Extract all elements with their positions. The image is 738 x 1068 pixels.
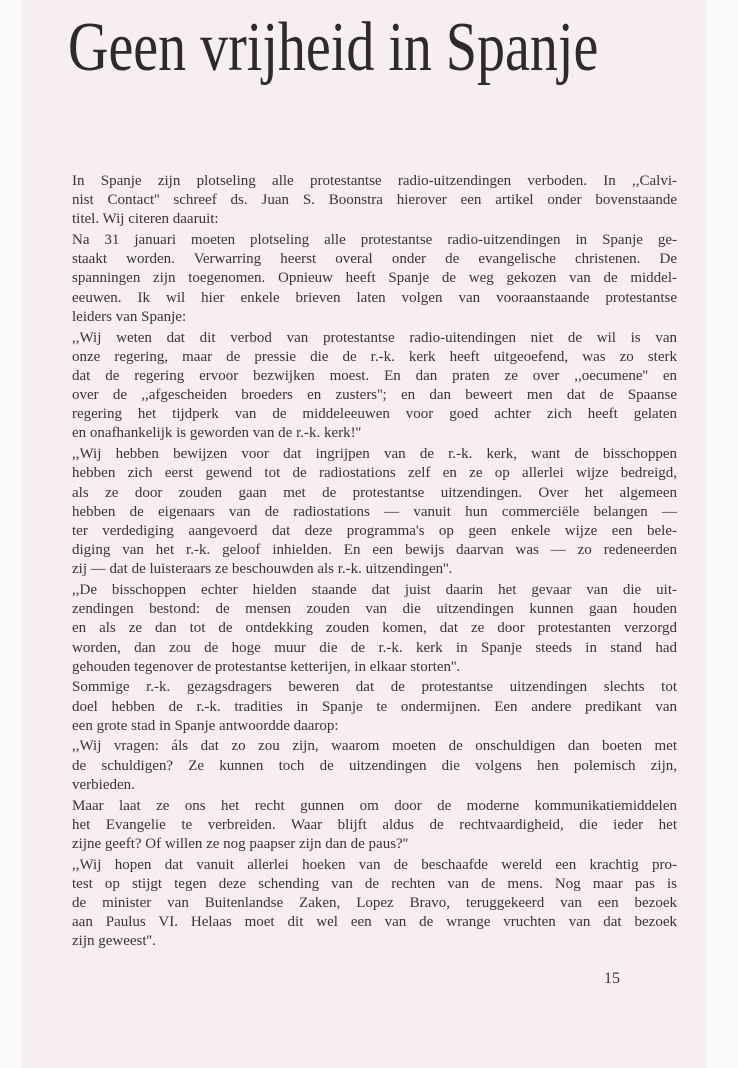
text-line: ,,De bisschoppen echter hielden staande dat juist daarin het gevaar van die uit- [72, 581, 677, 598]
text-line: doel hebben de r.-k. tradities in Spanje te ondermijnen. Een andere predikant van [72, 698, 677, 715]
paragraph [72, 329, 677, 444]
text-line: diging van het r.-k. geloof inhielden. En een bewijs daarvan was — zo redeneerden [72, 542, 677, 559]
paragraph [72, 797, 677, 855]
text-line: ,,Wij vragen: áls dat zo zou zijn, waarom moeten de onschuldigen dan boeten met [72, 738, 677, 755]
text-line: ,,Wij weten dat dit verbod van protestantse radio-uitendingen niet de wil is van [72, 329, 677, 346]
page-number: 15 [604, 970, 620, 987]
text-line: zij — dat de luisteraars ze beschouwden als r.-k. uitzendingen''. [72, 561, 453, 578]
text-line: eeuwen. Ik wil hier enkele brieven laten volgen van vooraanstaande protestantse [72, 289, 677, 306]
text-line: onze regering, maar de pressie die de r.-k. kerk heeft uitgeoefend, was zo sterk [72, 348, 677, 365]
text-line: dat de regering ervoor bezwijken moest. En dan praten ze over ,,oecumene'' en [72, 367, 677, 384]
text-line: test op stijgt tegen deze schending van de rechten van de mens. Nog maar pas is [72, 875, 677, 892]
text-line: Na 31 januari moeten plotseling alle protestantse radio-uitzendingen in Spanje ge- [72, 232, 677, 249]
text-line: en onafhankelijk is geworden van de r.-k. kerk!'' [72, 425, 362, 442]
text-line: nist Contact'' schreef ds. Juan S. Boonstra hierover een artikel onder bovenstaande [72, 192, 677, 209]
paragraph [72, 678, 677, 736]
article-title: Geen vrijheid in Spanje [68, 9, 599, 86]
text-line: Sommige r.-k. gezagsdragers beweren dat de protestantse uitzendingen slechts tot [72, 679, 677, 696]
paragraph [72, 445, 677, 579]
text-line: ,,Wij hopen dat vanuit allerlei hoeken van de beschaafde wereld een krachtig pro- [72, 856, 677, 873]
paragraph [72, 581, 677, 677]
paragraph [72, 856, 677, 952]
text-line: titel. Wij citeren daaruit: [72, 211, 219, 228]
text-line: leiders van Spanje: [72, 308, 187, 325]
text-line: aan Paulus VI. Helaas moet dit wel een van de wrange vruchten van dat bezoek [72, 914, 677, 931]
text-line: ,,Wij hebben bewijzen voor dat ingrijpen van de r.-k. kerk, want de bisschoppen [72, 446, 677, 463]
text-line: Maar laat ze ons het recht gunnen om door de moderne kommunikatiemiddelen [72, 797, 677, 814]
text-line: een grote stad in Spanje antwoordde daarop: [72, 717, 339, 734]
paragraph [72, 172, 677, 230]
text-line: en als ze dan tot de ontdekking zouden komen, dat ze door protestanten verzorgd [72, 620, 677, 637]
text-line: verbieden. [72, 776, 135, 793]
article-body [72, 172, 677, 953]
text-line: hebben zich eerst gewend tot de radiostations zelf en ze op allerlei wijze bedreigd, [72, 465, 677, 482]
text-line: ter verdediging aangevoerd dat deze programma's op geen enkele wijze een bele- [72, 522, 677, 539]
text-line: spanningen zijn toegenomen. Opnieuw heeft Spanje de weg gekozen van de middel- [72, 270, 677, 287]
text-line: hebben de eigenaars van de radiostations — vanuit hun commerciële belangen — [72, 503, 677, 520]
text-line: zijne geeft? Of willen ze nog paapser zijn dan de paus?'' [72, 835, 409, 852]
text-line: In Spanje zijn plotseling alle protestantse radio-uitzendingen verboden. In ,,Calvi- [72, 173, 677, 189]
text-line: zendingen bestond: de mensen zouden van die uitzendingen kunnen gaan houden [72, 601, 677, 618]
text-line: zijn geweest''. [72, 933, 156, 950]
text-line: het Evangelie te verbreiden. Waar blijft aldus de rechtvaardigheid, die ieder het [72, 816, 677, 833]
text-line: gehouden tegenover de protestantse ketterijen, in elkaar storten''. [72, 658, 461, 675]
text-line: worden, dan zou de hoge muur die de r.-k. kerk in Spanje steeds in stand had [72, 639, 677, 656]
text-line: over de ,,afgescheiden broeders en zusters''; en dan beweert men dat de Spaanse [72, 387, 677, 404]
document-page [22, 0, 706, 1068]
text-line: regering het tijdperk van de middeleeuwen voor goed achter zich heeft gelaten [72, 406, 677, 423]
paragraph [72, 737, 677, 795]
text-line: de minister van Buitenlandse Zaken, Lopez Bravo, teruggekeerd van een bezoek [72, 894, 677, 911]
text-line: staakt worden. Verwarring heerst overal onder de evangelische christenen. De [72, 251, 677, 268]
text-line: als ze door zouden gaan met de protestantse uitzendingen. Over het algemeen [72, 484, 677, 501]
paragraph [72, 231, 677, 327]
text-line: de schuldigen? Ze kunnen toch de uitzendingen die volgens hen polemisch zijn, [72, 757, 677, 774]
